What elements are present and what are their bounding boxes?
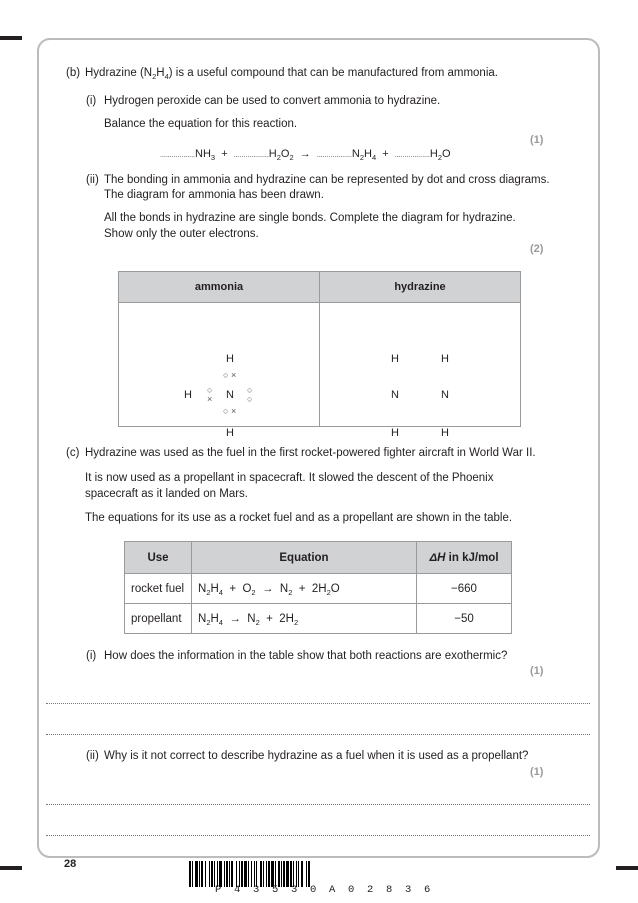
enthalpy-cell: −660: [417, 574, 512, 604]
atom-h: H: [226, 427, 234, 439]
atom-h: H: [441, 427, 449, 439]
atom-h: H: [226, 353, 234, 365]
coefficient-blank[interactable]: ..................: [160, 152, 196, 159]
part-c-line2: It is now used as a propellant in spacecraft. It slowed the descent of the Phoenix: [85, 472, 494, 484]
part-c-ii-question: Why is it not correct to describe hydrazine as a fuel when it is used as a propellant?: [104, 750, 529, 762]
answer-line[interactable]: [46, 703, 590, 704]
page-number: 28: [64, 858, 77, 870]
atom-n: N: [441, 389, 449, 401]
atom-n: N: [391, 389, 399, 401]
header-hydrazine: hydrazine: [320, 272, 521, 303]
equation-cell: $N_2H_4 + O_2 \to N_2 + 2H_2O$: [192, 574, 417, 604]
electron-cross-icon: ×: [207, 394, 213, 404]
answer-line[interactable]: [46, 734, 590, 735]
part-b-ii-line2: The diagram for ammonia has been drawn.: [104, 189, 324, 201]
table-row: [125, 604, 512, 634]
balance-equation: $..................NH_3 + ..................H_2O_2 \to ..................N_2H_4 + ..................H_2O$: [160, 148, 451, 162]
atom-h: H: [391, 427, 399, 439]
equation-cell: $N_2H_4 \to N_2 + 2H_2$: [192, 604, 417, 634]
header-ammonia: ammonia: [119, 272, 320, 303]
enthalpy-cell: −50: [417, 604, 512, 634]
page-edge-mark: [0, 36, 22, 40]
part-c-line4: The equations for its use as a rocket fuel and as a propellant are shown in the table.: [85, 512, 513, 524]
equation-table: [124, 541, 512, 634]
header-equation: Equation: [192, 542, 417, 574]
part-b-ii-label: (ii): [86, 174, 99, 186]
electron-dot-icon: ○: [223, 406, 229, 416]
part-c-line3: spacecraft as it landed on Mars.: [85, 488, 248, 500]
atom-h: H: [391, 353, 399, 365]
part-b-i-label: (i): [86, 95, 97, 107]
header-use: Use: [125, 542, 192, 574]
part-c-ii-label: (ii): [86, 750, 99, 762]
electron-dot-icon: ○: [247, 394, 253, 404]
atom-h: H: [441, 353, 449, 365]
use-cell: propellant: [125, 604, 192, 634]
electron-dot-icon: ○: [223, 370, 229, 380]
answer-line[interactable]: [46, 835, 590, 836]
part-b-ii-line3: All the bonds in hydrazine are single bonds. Complete the diagram for hydrazine.: [104, 212, 516, 224]
part-b-ii-line1: The bonding in ammonia and hydrazine can be represented by dot and cross diagrams.: [104, 174, 550, 186]
part-b-ii-line4: Show only the outer electrons.: [104, 228, 259, 240]
barcode-text: P 4 3 5 3 0 A 0 2 8 3 6: [215, 884, 434, 896]
dot-cross-table: [118, 271, 521, 439]
hydrazine-diagram[interactable]: [320, 303, 521, 439]
page-edge-mark: [616, 866, 638, 870]
ammonia-diagram: [119, 303, 320, 439]
part-c-i-question: How does the information in the table show that both reactions are exothermic?: [104, 650, 508, 662]
part-c-label: (c): [66, 447, 80, 459]
part-b-i-text: Hydrogen peroxide can be used to convert ammonia to hydrazine.: [104, 95, 441, 107]
coefficient-blank[interactable]: ..................: [233, 152, 269, 159]
use-cell: rocket fuel: [125, 574, 192, 604]
part-c-line1: Hydrazine was used as the fuel in the first rocket-powered fighter aircraft in World War II.: [85, 447, 536, 459]
mark-b-i: (1): [530, 134, 544, 146]
electron-dot-icon: ○: [247, 385, 253, 395]
electron-cross-icon: ×: [231, 406, 237, 416]
coefficient-blank[interactable]: ..................: [394, 152, 430, 159]
atom-n: N: [226, 389, 234, 401]
atom-h: H: [184, 389, 192, 401]
electron-cross-icon: ×: [231, 370, 237, 380]
header-enthalpy: ΔH in kJ/mol: [417, 542, 512, 574]
part-b-i-instruction: Balance the equation for this reaction.: [104, 118, 298, 130]
coefficient-blank[interactable]: ..................: [316, 152, 352, 159]
table-row: [125, 574, 512, 604]
electron-dot-icon: ○: [207, 385, 213, 395]
part-b-label: (b): [66, 67, 81, 79]
answer-line[interactable]: [46, 804, 590, 805]
mark-b-ii: (2): [530, 243, 544, 255]
part-b-intro: Hydrazine $(N_2H_4)$ is a useful compound that can be manufactured from ammonia.: [85, 67, 498, 81]
mark-c-i: (1): [530, 665, 544, 677]
page-edge-mark: [0, 866, 22, 870]
part-c-i-label: (i): [86, 650, 97, 662]
mark-c-ii: (1): [530, 766, 544, 778]
